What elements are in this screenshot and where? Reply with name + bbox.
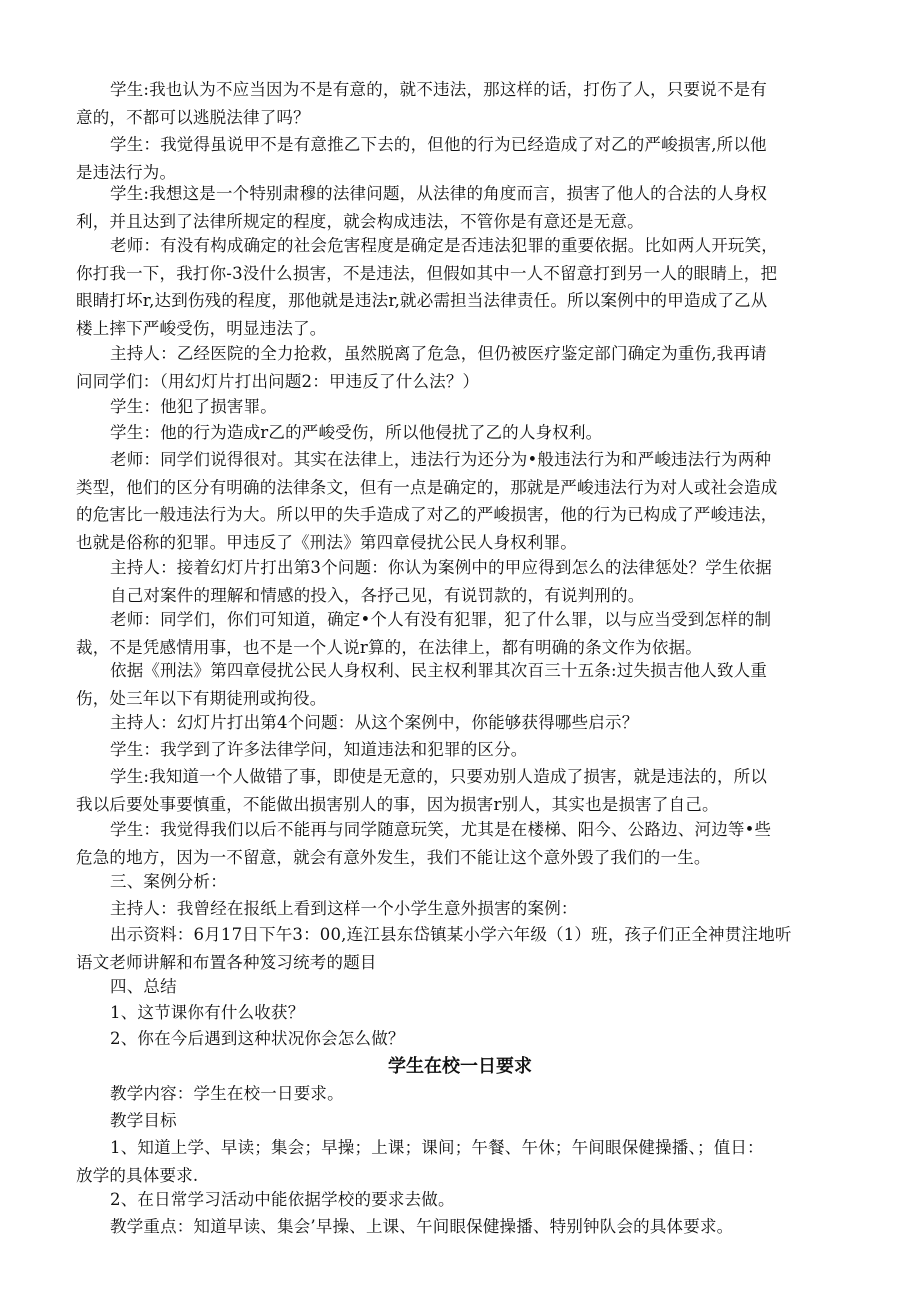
text-line: 主持人：我曾经在报纸上看到这样一个小学生意外损害的案例： <box>110 899 578 918</box>
text-line: 老师：同学们，你们可知道，确定•个人有没有犯罪，犯了什么罪，以与应当受到怎样的制 <box>110 610 772 629</box>
text-line: 你打我一下，我打你-3没什么损害，不是违法，但假如其中一人不留意打到另一人的眼睛上，把 <box>76 263 778 283</box>
text-line: 学生:我想这是一个特别肃穆的法律问题，从法律的角度而言，损害了他人的合法的人身权 <box>110 184 768 203</box>
paragraph-7 <box>76 419 846 447</box>
text-line: 我以后要处事要慎重，不能做出损害别人的事，因为损害r别人，其实也是损害了自己。 <box>76 794 719 814</box>
text-line: 教学内容：学生在校一日要求。 <box>110 1084 344 1103</box>
paragraph-17 <box>76 895 846 923</box>
text-line: 1、知道上学、早读；集会；早操；上课；课间；午餐、午休；午间眼保健操播、；值日： <box>110 1138 764 1157</box>
paragraph-8 <box>76 446 846 556</box>
text-line: 也就是俗称的犯罪。甲违反了《刑法》第四章侵扰公民人身权利罪。 <box>76 532 577 552</box>
paragraph-10 <box>76 606 846 661</box>
text-line: 伤，处三年以下有期徒刑或拘役。 <box>76 688 327 708</box>
text-line: 危急的地方，因为一不留意，就会有意外发生，我们不能让这个意外毁了我们的一生。 <box>76 847 711 867</box>
paragraph-24 <box>76 1134 846 1189</box>
text-line: 意的，不都可以逃脱法律了吗？ <box>76 107 310 127</box>
section-title: 学生在校一日要求 <box>388 1056 532 1077</box>
text-line: 放学的具体要求. <box>76 1165 199 1185</box>
paragraph-9 <box>76 554 846 609</box>
paragraph-18 <box>76 921 846 976</box>
paragraph-23 <box>76 1107 846 1135</box>
text-line: 楼上摔下严峻受伤，明显违法了。 <box>76 318 327 338</box>
text-line: 老师：有没有构成确定的社会危害程度是确定是否违法犯罪的重要依据。比如两人开玩笑， <box>110 236 778 255</box>
text-line: 依据《刑法》第四章侵扰公民人身权利、民主权利罪其次百三十五条:过失损吉他人致人重 <box>110 661 768 680</box>
paragraph-15 <box>76 816 846 871</box>
paragraph-25 <box>76 1186 846 1214</box>
paragraph-12 <box>76 709 846 737</box>
text-line: 老师：同学们说得很对。其实在法律上，违法行为还分为•般违法行为和严峻违法行为两种 <box>110 450 772 469</box>
text-line: 1、这节课你有什么收获？ <box>110 1003 305 1022</box>
text-line: 学生：他犯了损害罪。 <box>110 397 277 416</box>
paragraph-2 <box>76 131 846 186</box>
text-line: 学生:我知道一个人做错了事，即使是无意的，只要劝别人造成了损害，就是违法的，所以 <box>110 767 768 786</box>
text-line: 三、案例分析： <box>110 872 227 891</box>
paragraph-26 <box>76 1213 846 1241</box>
paragraph-1 <box>76 76 846 131</box>
text-line: 语文老师讲解和布置各种笈习统考的题目 <box>76 952 377 972</box>
text-line: 主持人：接着幻灯片打出第3个问题：你认为案例中的甲应得到怎么的法律惩处？学生依据 <box>110 558 772 577</box>
text-line: 2、你在今后遇到这种状况你会怎么做？ <box>110 1029 405 1048</box>
text-line: 学生:我也认为不应当因为不是有意的，就不违法，那这样的话，打伤了人，只要说不是有 <box>110 80 768 99</box>
paragraph-5 <box>76 340 846 395</box>
paragraph-19 <box>76 973 846 1001</box>
text-line: 利，并且达到了法律所规定的程度，就会构成违法，不管你是有意还是无意。 <box>76 211 644 231</box>
text-line: 2、在日常学习活动中能依据学校的要求去做。 <box>110 1190 455 1209</box>
paragraph-20 <box>76 999 846 1027</box>
text-line: 教学目标 <box>110 1111 177 1130</box>
text-line: 学生：他的行为造成r乙的严峻受伤，所以他侵扰了乙的人身权利。 <box>110 423 603 442</box>
text-line: 问同学们：（用幻灯片打出问题2：甲违反了什么法？） <box>76 371 480 391</box>
text-line: 出示资料：6月17日下午3：00,连江县东岱镇某小学六年级（1）班，孩子们正全神贯注地听 <box>110 925 792 944</box>
paragraph-4 <box>76 232 846 342</box>
text-line: 四、总结 <box>110 977 177 996</box>
paragraph-21 <box>76 1025 846 1053</box>
paragraph-14 <box>76 763 846 818</box>
text-line: 主持人：幻灯片打出第4个问题：从这个案例中，你能够获得哪些启示？ <box>110 713 639 732</box>
text-line: 学生：我觉得我们以后不能再与同学随意玩笑，尤其是在楼梯、阳今、公路边、河边等•些 <box>110 820 772 839</box>
text-line: 自己对案件的理解和情感的投入，各抒己见，有说罚款的，有说判刑的。 <box>110 585 645 605</box>
paragraph-6 <box>76 393 846 421</box>
text-line: 学生：我学到了许多法律学问，知道违法和犯罪的区分。 <box>110 740 528 759</box>
text-line: 是违法行为。 <box>76 162 177 182</box>
text-line: 的危害比一般违法行为大。所以甲的失手造成了对乙的严峻损害，他的行为已构成了严峻违法， <box>76 505 778 524</box>
paragraph-13 <box>76 736 846 764</box>
text-line: 主持人：乙经医院的全力抢救，虽然脱离了危急，但仍被医疗鉴定部门确定为重伤,我再请 <box>110 344 767 363</box>
text-line: 眼睛打坏r,达到伤残的程度，那他就是违法r,就必需担当法律责任。所以案例中的甲造成了乙从 <box>76 291 768 310</box>
text-line: 裁，不是凭感情用事，也不是一个人说r算的，在法律上，都有明确的条文作为依据。 <box>76 637 702 657</box>
paragraph-22 <box>76 1080 846 1108</box>
text-line: 学生：我觉得虽说甲不是有意推乙下去的，但他的行为已经造成了对乙的严峻损害,所以他 <box>110 135 767 154</box>
paragraph-3 <box>76 180 846 235</box>
paragraph-16 <box>76 868 846 896</box>
text-line: 类型，他们的区分有明确的法律条文，但有一点是确定的，那就是严峻违法行为对人或社会造成 <box>76 477 778 497</box>
paragraph-11 <box>76 657 846 712</box>
text-line: 教学重点：知道早读、集会’早操、上课、午间眼保健操播、特别钟队会的具体要求。 <box>110 1217 734 1236</box>
